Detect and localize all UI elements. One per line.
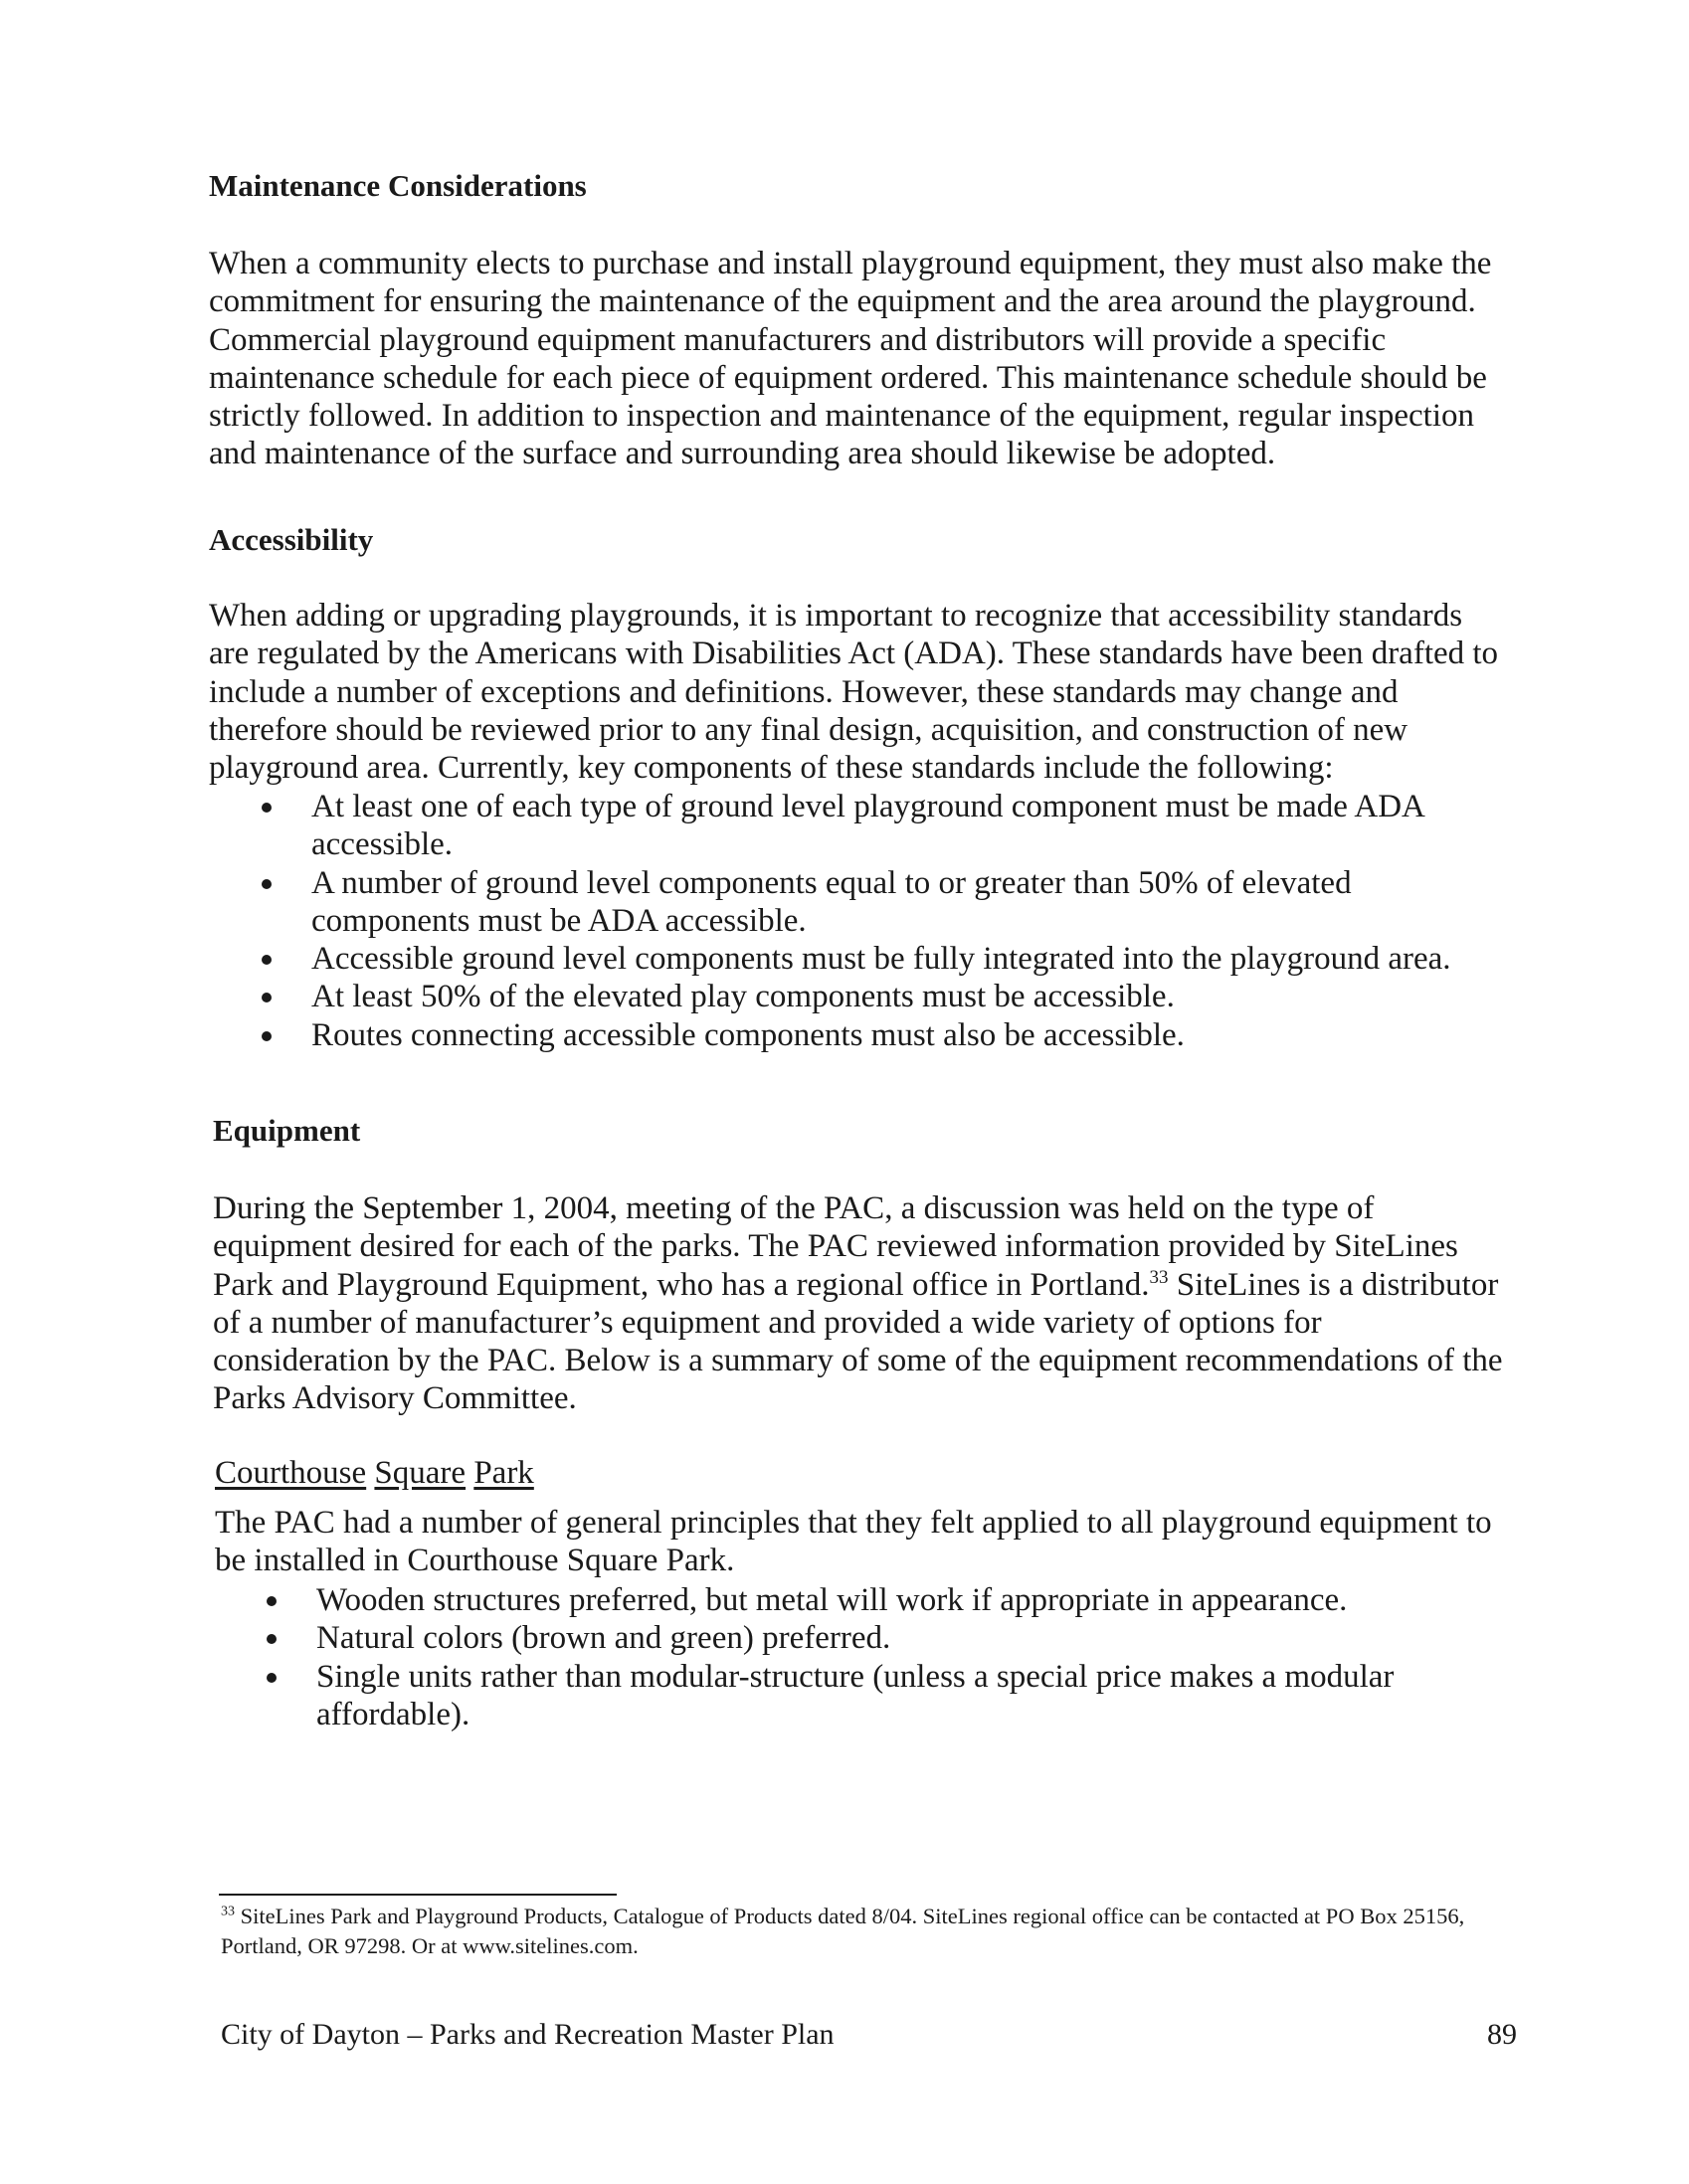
list-item [311, 788, 1505, 864]
list-item-text: Natural colors (brown and green) preferred. [316, 1620, 891, 1657]
footnote-divider [219, 1894, 617, 1896]
courthouse-paragraph: The PAC had a number of general principles that they felt applied to all playground equipment to be installed in Courthouse Square Park. [215, 1505, 1492, 1579]
footer-title: City of Dayton – Parks and Recreation Master Plan [221, 2018, 835, 2051]
equipment-paragraph [213, 1189, 1506, 1418]
bullet-icon [267, 1596, 277, 1606]
list-item [311, 864, 1505, 941]
list-item [311, 940, 1505, 978]
list-item [316, 1658, 1510, 1734]
list-item-text: Wooden structures preferred, but metal will work if appropriate in appearance. [316, 1582, 1348, 1618]
list-item [311, 1016, 1505, 1054]
bullet-icon [262, 955, 272, 965]
list-item-text: Single units rather than modular-structure (unless a special price makes a modular affordable). [316, 1658, 1395, 1732]
maintenance-paragraph: When a community elects to purchase and install playground equipment, they must also make the commitment for ensuring the maintenance of the equipment and the area around the playground. Commercial playground equipment manufacturers and distributors will provide a specific maintenance schedule for each piece of equipment ordered. This maintenance schedule should be strictly followed. In addition to inspection and maintenance of the equipment, regular inspection and maintenance of the surface and surrounding area should likewise be adopted. [209, 246, 1492, 472]
footnote-reference[interactable]: 33 [1149, 1266, 1169, 1288]
list-item-text: Accessible ground level components must be fully integrated into the playground area. [311, 941, 1451, 978]
list-item-text: At least 50% of the elevated play components must be accessible. [311, 979, 1175, 1015]
equipment-text-part-1: During the September 1, 2004, meeting of the PAC, a discussion was held on the type of equipment desired for each of the parks. The PAC reviewed information provided by SiteLines Park and Playground Equipment, who has a regional office in Portland. [213, 1190, 1458, 1303]
list-item-text: Routes connecting accessible components must also be accessible. [311, 1016, 1185, 1053]
accessibility-paragraph: When adding or upgrading playgrounds, it is important to recognize that accessibility standards are regulated by the Americans with Disabilities Act (ADA). These standards have been drafted to include a number of exceptions and definitions. However, these standards may change and therefore should be reviewed prior to any final design, acquisition, and construction of new playground area. Currently, key components of these standards include the following: [209, 598, 1499, 787]
list-item-text: A number of ground level components equal to or greater than 50% of elevated components must be ADA accessible. [311, 864, 1352, 939]
bullet-icon [262, 879, 272, 889]
footnote-number: 33 [221, 1904, 235, 1919]
subheading-word: Courthouse [215, 1455, 367, 1491]
accessibility-heading: Accessibility [209, 522, 374, 557]
bullet-icon [262, 1031, 272, 1041]
bullet-icon [262, 803, 272, 813]
footnote [221, 1902, 1514, 1961]
accessibility-bullet-list [311, 788, 1505, 1054]
subheading-word: Square [374, 1455, 467, 1491]
bullet-icon [267, 1673, 277, 1683]
maintenance-heading: Maintenance Considerations [209, 168, 587, 203]
list-item [316, 1581, 1510, 1619]
courthouse-bullet-list [316, 1581, 1510, 1733]
list-item [311, 978, 1505, 1015]
page-number: 89 [1487, 2018, 1517, 2051]
list-item-text: At least one of each type of ground level playground component must be made ADA accessible. [311, 789, 1424, 863]
footnote-text: SiteLines Park and Playground Products, Catalogue of Products dated 8/04. SiteLines regional office can be contacted at PO Box 25156, Portland, OR 97298. Or at www.sitelines.com. [221, 1904, 1465, 1958]
subheading-word: Park [473, 1455, 534, 1491]
bullet-icon [267, 1634, 277, 1644]
equipment-text-part-2: SiteLines is a distributor of a number of manufacturer’s equipment and provided a wide variety of options for consideration by the PAC. Below is a summary of some of the equipment recommendations of the Parks Advisory Committee. [213, 1266, 1503, 1417]
list-item [316, 1619, 1510, 1657]
bullet-icon [262, 993, 272, 1002]
equipment-heading: Equipment [213, 1113, 361, 1148]
courthouse-subheading [215, 1454, 534, 1492]
